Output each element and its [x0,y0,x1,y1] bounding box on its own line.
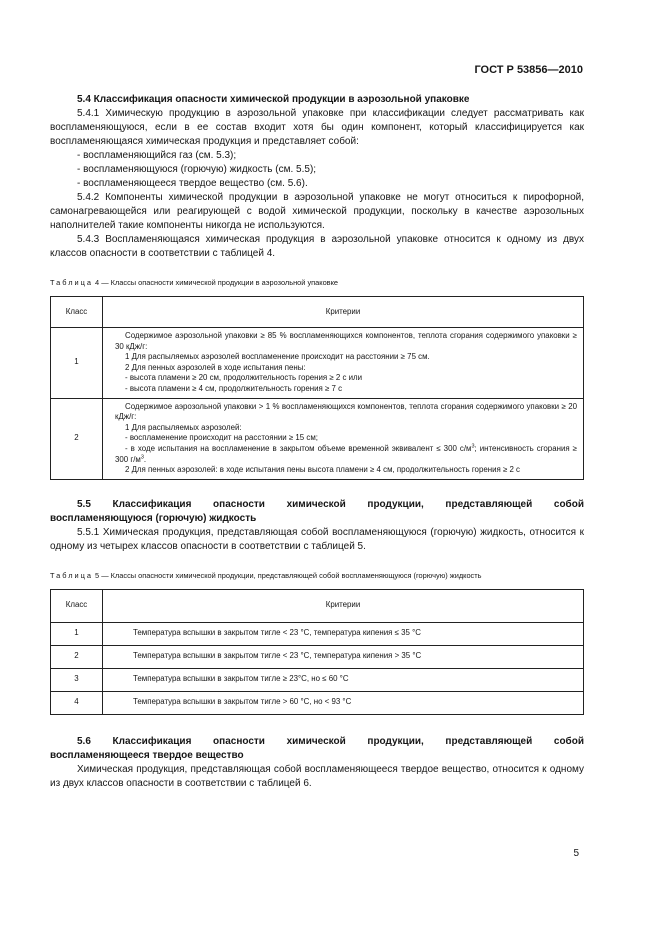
table-row [51,328,584,399]
table-5-block [50,570,584,715]
criteria-line: Содержимое аэрозольной упаковки ≥ 85 % воспламеняющихся компонентов, теплота сгорания содержимого упаковки ≥ 30 кДж/г: [115,331,577,351]
table-row [51,398,584,479]
criteria-line: Содержимое аэрозольной упаковки > 1 % воспламеняющихся компонентов, теплота сгорания содержимого упаковки ≥ 20 кДж/г: [115,401,577,422]
caption-prefix: Таблица [50,570,93,580]
column-header-criteria: Критерии [103,297,584,328]
class-cell: 1 [51,622,103,645]
paragraph-5-4-1: 5.4.1 Химическую продукцию в аэрозольной упаковке при классификации следует рассматривать как воспламеняющуюся, если в ее состав входит хотя бы один компонент, который классифицируется как воспламеняющаяся химическая продукция и представляет собой: [50,108,584,147]
column-header-class: Класс [51,297,103,328]
class-cell: 3 [51,668,103,691]
section-5-6-title: 5.6 Классификация опасности химической продукции, представляющей собой [77,735,584,747]
table-4 [50,296,584,480]
caption-text: 5 — Классы опасности химической продукции, представляющей собой воспламеняющуюся (горючую) жидкость [95,570,482,580]
page-content [50,93,584,791]
class-cell: 4 [51,691,103,714]
criteria-cell: Температура вспышки в закрытом тигле < 23 °С, температура кипения ≤ 35 °С [103,622,584,645]
criteria-text: . [143,454,147,464]
class-cell: 1 [51,328,103,399]
table-4-caption [50,277,584,288]
class-cell: 2 [51,398,103,479]
paragraph-5-4-2: 5.4.2 Компоненты химической продукции в аэрозольной упаковке не могут относиться к пирофорной, самонагревающейся или реагирующей с водой химической продукции, поскольку в качестве аэрозольных наполнителей такие компоненты никогда не используются. [50,192,584,231]
criteria-cell: Температура вспышки в закрытом тигле ≥ 23°С, но ≤ 60 °С [103,668,584,691]
criteria-cell [103,328,584,399]
table-row [51,622,584,645]
paragraph-5-5-1: 5.5.1 Химическая продукция, представляющая собой воспламеняющуюся (горючую) жидкость, относится к одному из четырех классов опасности в соответствии с таблицей 5. [50,526,584,552]
criteria-text: ; интенсивность сгорания ≥ 300 г/м [115,443,577,464]
superscript: 3 [471,443,475,450]
list-item: - воспламеняющуюся (горючую) жидкость (см. 5.5); [77,164,317,175]
criteria-line: 1 Для распыляемых аэрозолей: [125,422,242,432]
column-header-class: Класс [51,589,103,622]
table-row [51,691,584,714]
section-5-5 [50,498,584,554]
paragraph-5-4-3: 5.4.3 Воспламеняющаяся химическая продукция в аэрозольной упаковке относится к одному из двух классов опасности в соответствии с таблицей 4. [50,234,584,259]
section-5-4 [50,93,584,261]
document-id: ГОСТ Р 53856—2010 [474,64,583,76]
criteria-line: 1 Для распыляемых аэрозолей воспламенение происходит на расстоянии ≥ 75 см. [125,352,430,362]
table-row [51,668,584,691]
table-header-row [51,589,584,622]
section-5-4-title: 5.4 Классификация опасности химической продукции в аэрозольной упаковке [77,94,470,105]
paragraph-5-6: Химическая продукция, представляющая собой воспламеняющееся твердое вещество, относится к одному из двух классов опасности в соответствии с таблицей 6. [50,763,584,789]
criteria-text: - в ходе испытания на воспламенение в закрытом объеме временной эквивалент ≤ 300 с/м [125,443,472,453]
table-header-row [51,297,584,328]
table-4-block [50,277,584,480]
criteria-line: 2 Для пенных аэрозолей: в ходе испытания пены высота пламени ≥ 4 см, продолжительность горения ≥ 2 с [125,465,520,475]
page-number: 5 [573,848,579,859]
criteria-line: 2 Для пенных аэрозолей в ходе испытания пены: [125,362,306,372]
section-5-5-title-cont: воспламеняющуюся (горючую) жидкость [50,512,257,524]
criteria-line: - высота пламени ≥ 20 см, продолжительность горения ≥ 2 с или [125,373,363,383]
section-5-5-title: 5.5 Классификация опасности химической продукции, представляющей собой [77,498,584,510]
list-item: - воспламеняющийся газ (см. 5.3); [77,150,237,161]
table-5-caption [50,570,584,581]
criteria-line: - воспламенение происходит на расстоянии ≥ 15 см; [125,433,318,443]
class-cell: 2 [51,645,103,668]
list-item: - воспламеняющееся твердое вещество (см. 5.6). [77,178,308,189]
table-row [51,645,584,668]
section-5-6 [50,735,584,791]
table-5 [50,589,584,715]
criteria-line [115,444,577,465]
caption-prefix: Таблица [50,278,93,287]
section-5-6-title-cont: воспламеняющееся твердое вещество [50,749,244,761]
caption-text: 4 — Классы опасности химической продукции в аэрозольной упаковке [95,278,339,287]
criteria-cell [103,398,584,479]
criteria-line: - высота пламени ≥ 4 см, продолжительность горения ≥ 7 с [125,383,343,393]
superscript: 3 [140,453,144,460]
criteria-cell: Температура вспышки в закрытом тигле < 23 °С, температура кипения > 35 °С [103,645,584,668]
criteria-cell: Температура вспышки в закрытом тигле > 60 °С, но < 93 °С [103,691,584,714]
column-header-criteria: Критерии [103,589,584,622]
